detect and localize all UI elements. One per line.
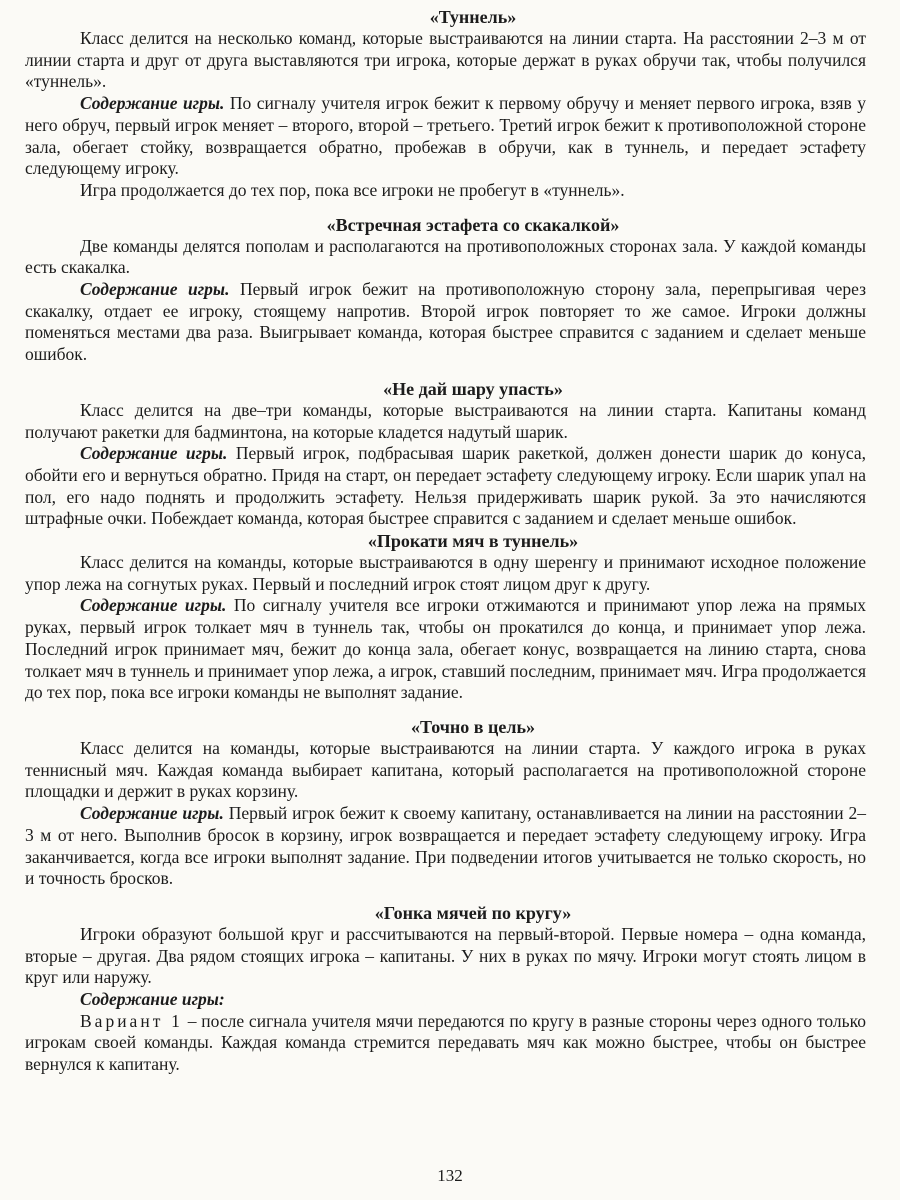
content-text: Первый игрок бежит к своему капитану, останавливается на линии на расстоянии 2–3 м от него. Выполнив бросок в корзину, игрок возвращается и передает эстафету следующему игроку. Игра заканчивается, когда все игроки выполнят задание. При подведении итогов учитывается не только скорость, но и точность бросков. — [25, 803, 866, 889]
section-content — [25, 93, 866, 180]
section-title-roll-ball: «Прокати мяч в туннель» — [367, 531, 579, 552]
content-text: По сигналу учителя игрок бежит к первому обручу и меняет первого игрока, взяв у него обруч, первый игрок меняет – второго, второй – третьего. Третий игрок бежит к противоположной стороне зала, обегает стойку, возвращается обратно, пробежав в обручи, как в туннель, и передает эстафету следующему игроку. — [25, 93, 866, 179]
variant-paragraph — [25, 1011, 866, 1076]
section-title-on-target: «Точно в цель» — [411, 716, 535, 737]
variant-text: – после сигнала учителя мячи передаются по кругу в разные стороны через одного только игрокам своей команды. Каждая команда стремится передавать мяч как можно быстрее, чтобы он быстрее вернулся к капитану. — [25, 1010, 866, 1075]
section-extra: Игра продолжается до тех пор, пока все игроки не пробегут в «туннель». — [80, 179, 625, 200]
content-label: Содержание игры. — [80, 803, 224, 824]
page-number: 132 — [437, 1166, 463, 1185]
content-text: По сигналу учителя все игроки отжимаются и принимают упор лежа на прямых руках, первый игрок толкает мяч в туннель так, чтобы он прокатился до конца, и принимает упор лежа. Последний игрок принимает мяч, бежит до конца зала, обегает конус, возвращается на линию старта, снова толкает мяч в туннель и принимает упор лежа, а игрок, ставший последним, принимает мяч. Игра продолжается до тех пор, пока все игроки команды не выполнят задание. — [25, 595, 866, 703]
section-intro: Две команды делятся пополам и располагаются на противоположных сторонах зала. У каждой команды есть скакалка. — [25, 235, 866, 278]
section-intro: Класс делится на команды, которые выстраиваются в одну шеренгу и принимают исходное положение упор лежа на согнутых руках. Первый и последний игрок стоят лицом друг к другу. — [25, 552, 866, 594]
content-label: Содержание игры. — [80, 595, 227, 616]
section-title-ball-race: «Гонка мячей по кругу» — [374, 902, 572, 923]
content-text: Первый игрок, подбрасывая шарик ракеткой, должен донести шарик до конуса, обойти его и вернуться обратно. Придя на старт, он передает эстафету следующему игроку. Если шарик упал на пол, его надо поднять и продолжить эстафету. Нельзя придерживать шарик рукой. За это начисляются штрафные очки. Побеждает команда, которая быстрее справится с заданием и сделает меньше ошибок. — [25, 443, 866, 529]
section-content — [25, 279, 866, 366]
section-intro: Класс делится на команды, которые выстраиваются на линии старта. У каждого игрока в руках теннисный мяч. Каждая команда выбирает капитана, который располагается на противоположной стороне площадки и держит в руках корзину. — [25, 737, 866, 802]
section-title-jump-rope: «Встречная эстафета со скакалкой» — [326, 214, 620, 235]
content-text: Первый игрок бежит на противоположную сторону зала, перепрыгивая через скакалку, отдает ее игроку, стоящему напротив. Второй игрок повторяет то же самое. Игроки должны поменяться местами два раза. Выигрывает команда, которая быстрее справится с заданием и сделает меньше ошибок. — [25, 279, 866, 365]
content-label: Содержание игры: — [80, 989, 225, 1010]
content-label: Содержание игры. — [80, 443, 228, 464]
section-content — [25, 595, 866, 704]
section-content — [25, 443, 866, 530]
section-content-label — [25, 989, 866, 1011]
section-title-tunnel: «Туннель» — [429, 7, 517, 27]
content-label: Содержание игры. — [80, 93, 225, 114]
section-intro: Класс делится на несколько команд, которые выстраиваются на линии старта. На расстоянии 2–3 м от линии старта и друг от друга выставляются три игрока, которые держат в руках обручи так, чтобы получился «туннель». — [25, 28, 866, 92]
section-content — [25, 803, 866, 890]
section-intro: Игроки образуют большой круг и рассчитываются на первый-второй. Первые номера – одна команда, вторые – другая. Два рядом стоящих игрока – капитаны. У них в руках по мячу. Игроки могут стоять лицом в круг или наружу. — [25, 923, 866, 988]
section-title-balloon: «Не дай шару упасть» — [383, 378, 563, 399]
content-label: Содержание игры. — [80, 279, 230, 300]
section-intro: Класс делится на две–три команды, которые выстраиваются на линии старта. Капитаны команд получают ракетки для бадминтона, на которые кладется надутый шарик. — [25, 399, 866, 442]
variant-label: Вариант 1 — [80, 1010, 183, 1031]
